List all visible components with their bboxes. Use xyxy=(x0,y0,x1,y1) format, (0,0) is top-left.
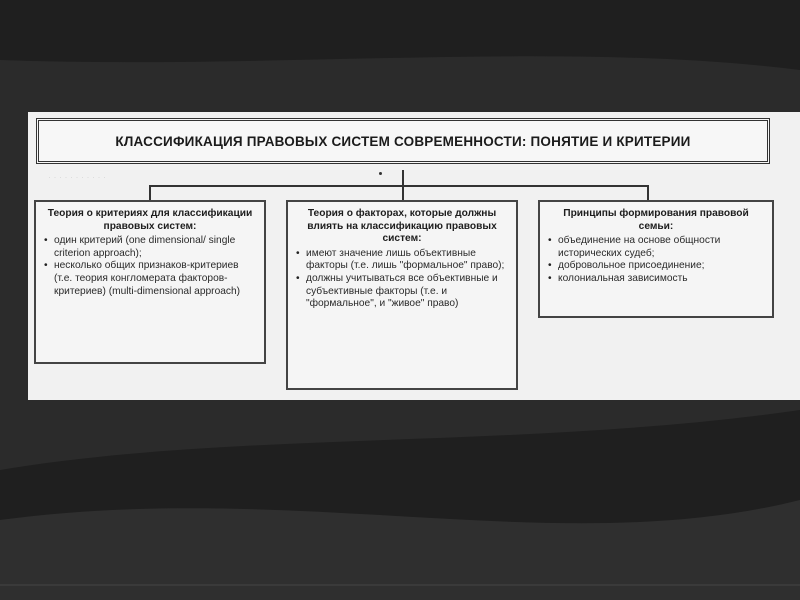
list-item: • один критерий (one dimensional/ single criterion approach); xyxy=(44,235,256,260)
family-principles-box xyxy=(538,200,774,318)
diagram-title: КЛАССИФИКАЦИЯ ПРАВОВЫХ СИСТЕМ СОВРЕМЕННОСТИ: ПОНЯТИЕ И КРИТЕРИИ xyxy=(115,133,691,149)
list-item: • колониальная зависимость xyxy=(548,273,764,286)
list-item: • добровольное присоединение; xyxy=(548,260,764,273)
diagram-title-box xyxy=(36,118,770,164)
connector-horizontal xyxy=(150,186,648,200)
list-item: • имеют значение лишь объективные факторы (т.е. лишь "формальное" право); xyxy=(296,248,508,273)
criteria-theory-box xyxy=(34,200,266,364)
list-item: • должны учитываться все объективные и субъективные факторы (т.е. и "формальное", и "живое" право) xyxy=(296,273,508,311)
box-heading: Теория о критериях для классификации правовых систем: xyxy=(47,208,253,232)
background-bleed: · · · · · · · · · · · xyxy=(48,172,106,182)
center-dot xyxy=(379,172,382,175)
box-heading: Принципы формирования правовой семьи: xyxy=(563,208,749,232)
box-heading: Теория о факторах, которые должны влиять на классификацию правовых систем: xyxy=(307,208,497,245)
list-item: • объединение на основе общности исторических судеб; xyxy=(548,235,764,260)
factors-theory-box xyxy=(286,200,518,390)
list-item: • несколько общих признаков-критериев (т.е. теория конгломерата факторов-критериев) (multi-dimensional approach) xyxy=(44,260,256,298)
diagram-image xyxy=(28,112,800,400)
